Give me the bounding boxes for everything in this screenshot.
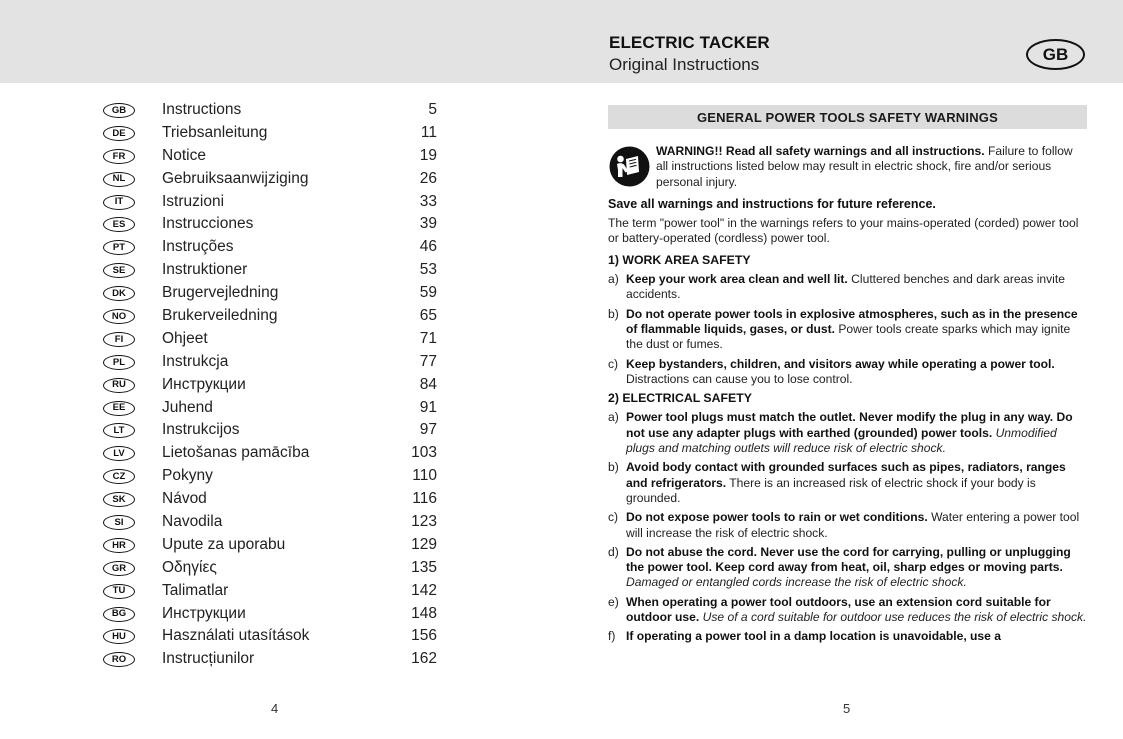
safety-item [608, 510, 1088, 541]
toc-page-number: 135 [411, 558, 437, 576]
toc-page-number: 110 [412, 467, 437, 485]
language-code-badge: BG [103, 607, 135, 622]
toc-row [103, 397, 443, 420]
language-code-badge: DK [103, 286, 135, 301]
item-italic-text: Damaged or entangled cords increase the risk of electric shock. [626, 575, 967, 590]
header-bar [0, 0, 1123, 83]
toc-row [103, 603, 443, 626]
toc-language-label: Istruzioni [162, 192, 225, 210]
language-code-badge: RO [103, 652, 135, 667]
toc-page-number: 91 [419, 398, 437, 416]
item-bold-text: Keep bystanders, children, and visitors away while operating a power tool. [626, 356, 1055, 371]
toc-page-number: 129 [411, 535, 437, 553]
toc-language-label: Navodila [162, 513, 223, 531]
toc-row [103, 328, 443, 351]
item-italic-text: Unmodified plugs and matching outlets will reduce risk of electric shock. [626, 425, 1057, 456]
safety-item [608, 629, 1088, 644]
item-letter: d) [608, 544, 619, 559]
toc-language-label: Οδηγίες [162, 558, 217, 576]
work-area-heading: 1) WORK AREA SAFETY [608, 252, 751, 267]
language-code-badge: SI [103, 515, 135, 530]
item-bold-text: Keep your work area clean and well lit. [626, 272, 848, 287]
language-code-badge: TU [103, 584, 135, 599]
toc-row [103, 465, 443, 488]
section-title: GENERAL POWER TOOLS SAFETY WARNINGS [608, 105, 1087, 129]
toc-row [103, 236, 443, 259]
language-code-badge: FI [103, 332, 135, 347]
toc-language-label: Instruktioner [162, 261, 248, 279]
item-italic-text: Use of a cord suitable for outdoor use reduces the risk of electric shock. [702, 610, 1087, 625]
item-letter: b) [608, 306, 619, 321]
language-code-badge: LV [103, 446, 135, 461]
safety-item [608, 357, 1088, 388]
toc-language-label: Instructions [162, 101, 242, 118]
warning-bold: WARNING!! Read all safety warnings and all instructions. [656, 144, 985, 158]
toc-row [103, 213, 443, 236]
toc-row [103, 99, 443, 122]
toc-page-number: 84 [419, 375, 437, 393]
item-letter: b) [608, 460, 619, 475]
toc-row [103, 557, 443, 580]
toc-language-label: Gebruiksaanwijziging [162, 169, 309, 187]
toc-page-number: 71 [419, 329, 437, 347]
language-code-badge: SK [103, 492, 135, 507]
toc-row [103, 534, 443, 557]
toc-page-number: 39 [419, 215, 437, 233]
item-text: Power tools create sparks which may ignite the dust or fumes. [626, 321, 1071, 352]
item-text: Distractions can cause you to lose control. [626, 371, 853, 386]
warning-text: Failure to follow all instructions listed below may result in electric shock, fire and/or serious personal injury. [656, 144, 1073, 189]
safety-item [608, 410, 1088, 456]
toc-language-label: Talimatlar [162, 581, 229, 599]
language-code-badge: GR [103, 561, 135, 576]
language-code-badge: HU [103, 629, 135, 644]
language-code-badge: NO [103, 309, 135, 324]
language-code-badge: DE [103, 126, 135, 141]
toc-language-label: Használati utasítások [162, 627, 310, 645]
safety-item [608, 272, 1088, 303]
toc-row [103, 259, 443, 282]
left-page-number: 4 [271, 701, 279, 716]
toc-page-number: 103 [411, 444, 437, 462]
item-bold-text: Avoid body contact with grounded surfaces such as pipes, radiators, ranges and refrigerators. [626, 460, 1066, 490]
toc-page-number: 148 [411, 604, 437, 622]
work-area-list [608, 272, 1088, 387]
toc-language-label: Upute za uporabu [162, 535, 286, 553]
toc-language-label: Návod [162, 490, 207, 508]
toc-language-label: Instrukcja [162, 352, 229, 370]
toc-page-number: 142 [411, 581, 437, 599]
toc-row [103, 282, 443, 305]
item-bold-text: Do not abuse the cord. Never use the cord for carrying, pulling or unplugging the power tool. Keep cord away from heat, oil, sharp edges or moving parts. [626, 544, 1071, 575]
item-letter: c) [608, 356, 619, 371]
language-badge: GB [1026, 39, 1085, 70]
language-code-badge: IT [103, 195, 135, 210]
toc-language-label: Notice [162, 146, 206, 164]
toc-language-label: Инструкции [162, 604, 246, 622]
toc-page-number: 156 [411, 627, 437, 645]
item-letter: a) [608, 272, 619, 287]
toc-row [103, 442, 443, 465]
toc-page-number: 77 [419, 352, 437, 370]
item-letter: a) [608, 410, 619, 425]
language-code-badge: CZ [103, 469, 135, 484]
toc-row [103, 625, 443, 648]
electrical-heading: 2) ELECTRICAL SAFETY [608, 391, 752, 406]
toc-row [103, 374, 443, 397]
language-code-badge: SE [103, 263, 135, 278]
item-text: Water entering a power tool will increase the risk of electric shock. [626, 510, 1080, 540]
toc-language-label: Instrucciones [162, 215, 254, 233]
toc-page-number: 65 [419, 307, 437, 325]
electrical-list [608, 410, 1088, 644]
toc-page-number: 5 [428, 101, 437, 118]
toc-page-number: 19 [419, 146, 437, 164]
toc-language-label: Инструкции [162, 375, 246, 393]
item-bold-text: When operating a power tool outdoors, use an extension cord suitable for outdoor use. [626, 594, 1051, 625]
toc-page-number: 97 [419, 421, 437, 439]
item-letter: c) [608, 510, 619, 525]
toc-language-label: Ohjeet [162, 329, 208, 347]
power-tool-term-paragraph: The term "power tool" in the warnings refers to your mains-operated (corded) power tool or battery-operated (cordless) power tool. [608, 216, 1079, 246]
toc-language-label: Instruções [162, 238, 234, 256]
toc-row [103, 305, 443, 328]
language-code-badge: ES [103, 217, 135, 232]
toc-page-number: 59 [419, 284, 437, 302]
warning-paragraph [656, 144, 1088, 190]
toc-page-number: 11 [420, 123, 437, 141]
toc-page-number: 162 [411, 650, 437, 668]
item-text: Cluttered benches and dark areas invite accidents. [626, 272, 1065, 302]
safety-item [608, 545, 1088, 591]
right-page-number: 5 [843, 701, 851, 716]
item-bold-text: Power tool plugs must match the outlet. Never modify the plug in any way. Do not use any adapter plugs with earthed (grounded) power tools. [626, 410, 1073, 440]
language-code-badge: HR [103, 538, 135, 553]
safety-warnings-content [608, 144, 1088, 649]
toc-row [103, 648, 443, 671]
item-bold-text: If operating a power tool in a damp location is unavoidable, use a [626, 629, 1001, 644]
toc-language-label: Brukerveiledning [162, 307, 278, 325]
toc-page-number: 46 [419, 238, 437, 256]
item-letter: e) [608, 594, 619, 609]
toc-page-number: 26 [419, 169, 437, 187]
toc-page-number: 116 [412, 490, 437, 508]
safety-item [608, 460, 1088, 506]
toc-page-number: 33 [419, 192, 437, 210]
language-code-badge: FR [103, 149, 135, 164]
toc-language-label: Pokyny [162, 467, 213, 485]
language-code-badge: NL [103, 172, 135, 187]
language-code-badge: PT [103, 240, 135, 255]
toc-row [103, 191, 443, 214]
document-subtitle: Original Instructions [609, 55, 760, 74]
toc-row [103, 488, 443, 511]
toc-language-label: Instrucțiunilor [162, 650, 255, 668]
item-bold-text: Do not expose power tools to rain or wet conditions. [626, 510, 928, 525]
toc-row [103, 511, 443, 534]
language-code-badge: EE [103, 401, 135, 416]
toc-row [103, 580, 443, 603]
document-title: ELECTRIC TACKER [609, 33, 770, 52]
toc-row [103, 351, 443, 374]
toc-page-number: 53 [419, 261, 437, 279]
safety-item [608, 595, 1088, 626]
language-code-badge: LT [103, 423, 135, 438]
toc-row [103, 122, 443, 145]
save-instructions-line: Save all warnings and instructions for future reference. [608, 196, 936, 211]
language-code-badge: GB [103, 103, 135, 118]
toc-language-label: Juhend [162, 398, 213, 416]
safety-item [608, 307, 1088, 353]
item-letter: f) [608, 629, 616, 644]
toc-language-label: Instrukcijos [162, 421, 240, 439]
toc-language-label: Brugervejledning [162, 284, 279, 302]
item-bold-text: Do not operate power tools in explosive atmospheres, such as in the presence of flammable liquids, gases, or dust. [626, 306, 1078, 336]
toc-page-number: 123 [411, 513, 437, 531]
toc-row [103, 145, 443, 168]
item-text: There is an increased risk of electric shock if your body is grounded. [626, 475, 1036, 505]
toc-language-label: Triebsanleitung [162, 123, 268, 141]
toc-row [103, 419, 443, 442]
toc-language-label: Lietošanas pamācība [162, 444, 310, 462]
table-of-contents [103, 99, 443, 671]
language-code-badge: RU [103, 378, 135, 393]
toc-row [103, 168, 443, 191]
language-code-badge: PL [103, 355, 135, 370]
